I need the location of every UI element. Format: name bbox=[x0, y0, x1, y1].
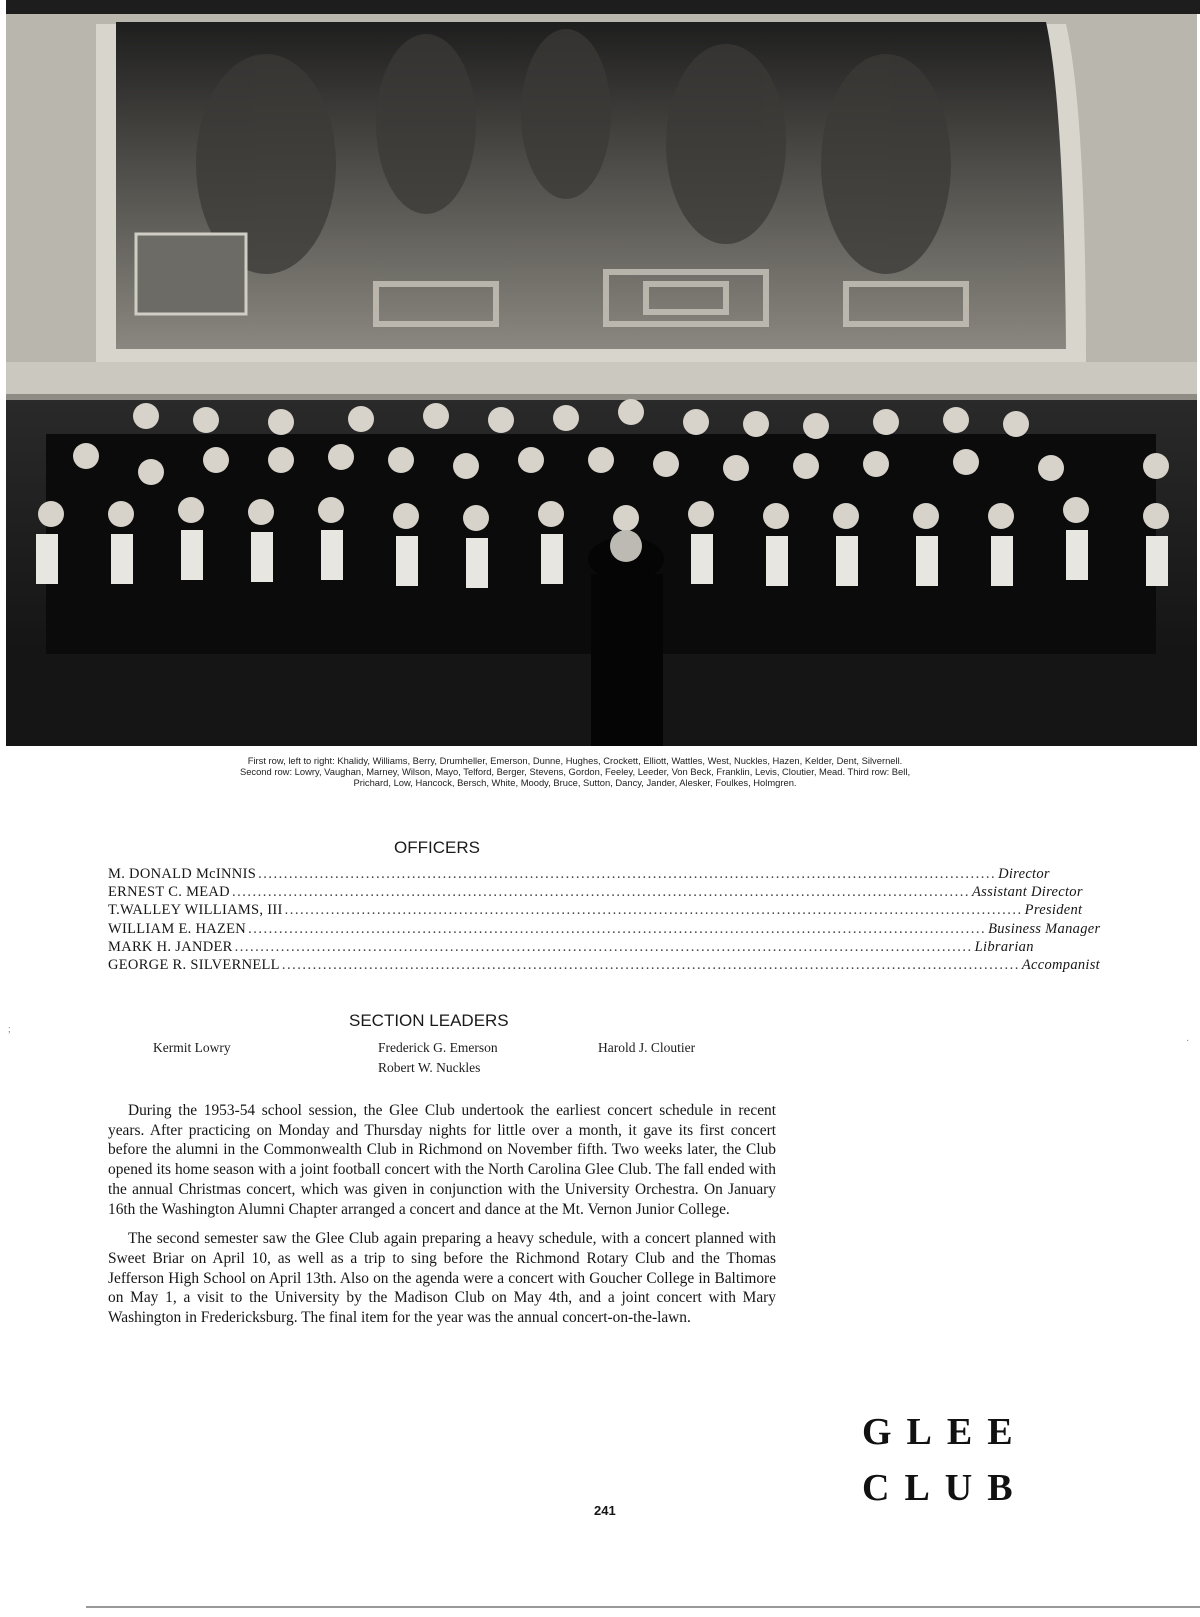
body-paragraph: The second semester saw the Glee Club again preparing a heavy schedule, with a concert planned with Sweet Briar on April 10, as well as a trip to sing before the Richmond Rotary Club and the Thomas Jefferson High School on April 13th. Also on the agenda were a concert with Goucher College in Baltimore on May 1, a visit to the University by the Madison Club on May 4th, and a joint concert with Mary Washington in Fredericksburg. The final item for the year was the annual concert-on-the-lawn. bbox=[108, 1230, 776, 1327]
section-leader-name: Robert W. Nuckles bbox=[378, 1060, 481, 1075]
officer-name: ERNEST C. MEAD bbox=[108, 884, 230, 901]
officer-name: WILLIAM E. HAZEN bbox=[108, 920, 247, 937]
section-leader-name: Kermit Lowry bbox=[153, 1040, 231, 1055]
leader-dots: ................................................................................................................................................ bbox=[258, 866, 997, 882]
section-leader-name: Harold J. Cloutier bbox=[598, 1040, 696, 1055]
officer-name: T.WALLEY WILLIAMS, III bbox=[108, 902, 283, 919]
officer-name: M. DONALD McINNIS bbox=[108, 866, 257, 882]
glee-club-photo bbox=[6, 14, 1197, 746]
section-leader-name: Frederick G. Emerson bbox=[378, 1040, 498, 1055]
caption-line: Prichard, Low, Hancock, Bersch, White, Moody, Bruce, Sutton, Dancy, Jander, Alesker, Foulkes, Holmgren. bbox=[353, 776, 797, 788]
leader-dots: ................................................................................................................................................ bbox=[231, 884, 970, 901]
officer-role: Accompanist bbox=[1021, 957, 1101, 974]
body-text bbox=[108, 1101, 776, 1338]
leader-dots: ................................................................................................................................................ bbox=[284, 902, 1023, 919]
leader-dots: ................................................................................................................................................ bbox=[248, 920, 987, 937]
section-leaders-heading: SECTION LEADERS bbox=[349, 1011, 509, 1030]
officer-row bbox=[108, 956, 1101, 974]
officers-list bbox=[108, 865, 1101, 974]
scan-mark: · bbox=[1186, 1036, 1190, 1047]
title-line: GLEE bbox=[862, 1411, 1028, 1453]
officer-row bbox=[108, 901, 1083, 919]
photo-illustration bbox=[6, 14, 1197, 746]
photo-caption bbox=[100, 756, 1050, 788]
officer-role: Director bbox=[998, 866, 1050, 882]
officer-role: Assistant Director bbox=[971, 884, 1083, 901]
scan-mark: ; bbox=[8, 1024, 11, 1035]
caption-line: First row, left to right: Khalidy, Williams, Berry, Drumheller, Emerson, Dunne, Hughes, Crockett, Elliott, Wattles, West, Nuckles, Hazen, Kelder, Dent, Silvernell. bbox=[247, 755, 903, 766]
top-border bbox=[6, 0, 1200, 14]
officer-name: GEORGE R. SILVERNELL bbox=[108, 957, 280, 974]
officer-role: Business Manager bbox=[988, 920, 1101, 937]
officer-row bbox=[108, 920, 1101, 938]
leader-dots: ................................................................................................................................................ bbox=[281, 957, 1020, 974]
officer-row bbox=[108, 883, 1083, 901]
bottom-border bbox=[86, 1606, 1200, 1608]
title-line: CLUB bbox=[862, 1467, 1028, 1509]
officers-heading: OFFICERS bbox=[394, 838, 480, 857]
caption-line: Second row: Lowry, Vaughan, Marney, Wilson, Mayo, Telford, Berger, Stevens, Gordon, Feeley, Leeder, Von Beck, Franklin, Levis, Cloutier, Mead. Third row: Bell, bbox=[239, 765, 911, 777]
officer-row bbox=[108, 938, 1034, 956]
officer-name: MARK H. JANDER bbox=[108, 938, 233, 955]
officer-row bbox=[108, 865, 1050, 883]
officer-role: Librarian bbox=[974, 938, 1034, 955]
body-paragraph: During the 1953-54 school session, the Glee Club undertook the earliest concert schedule in recent years. After practicing on Monday and Thursday nights for little over a month, it gave its first concert before the alumni in the Commonwealth Club in Richmond on November fifth. Two weeks later, the Club opened its home season with a joint football concert with the North Carolina Glee Club. The fall ended with the annual Christmas concert, which was given in conjunction with the University Orchestra. On January 16th the Washington Alumni Chapter arranged a concert and dance at the Mt. Vernon Junior College. bbox=[108, 1102, 776, 1218]
officer-role: President bbox=[1024, 902, 1083, 919]
leader-dots: ................................................................................................................................................ bbox=[234, 938, 973, 955]
page-number: 241 bbox=[594, 1503, 616, 1518]
